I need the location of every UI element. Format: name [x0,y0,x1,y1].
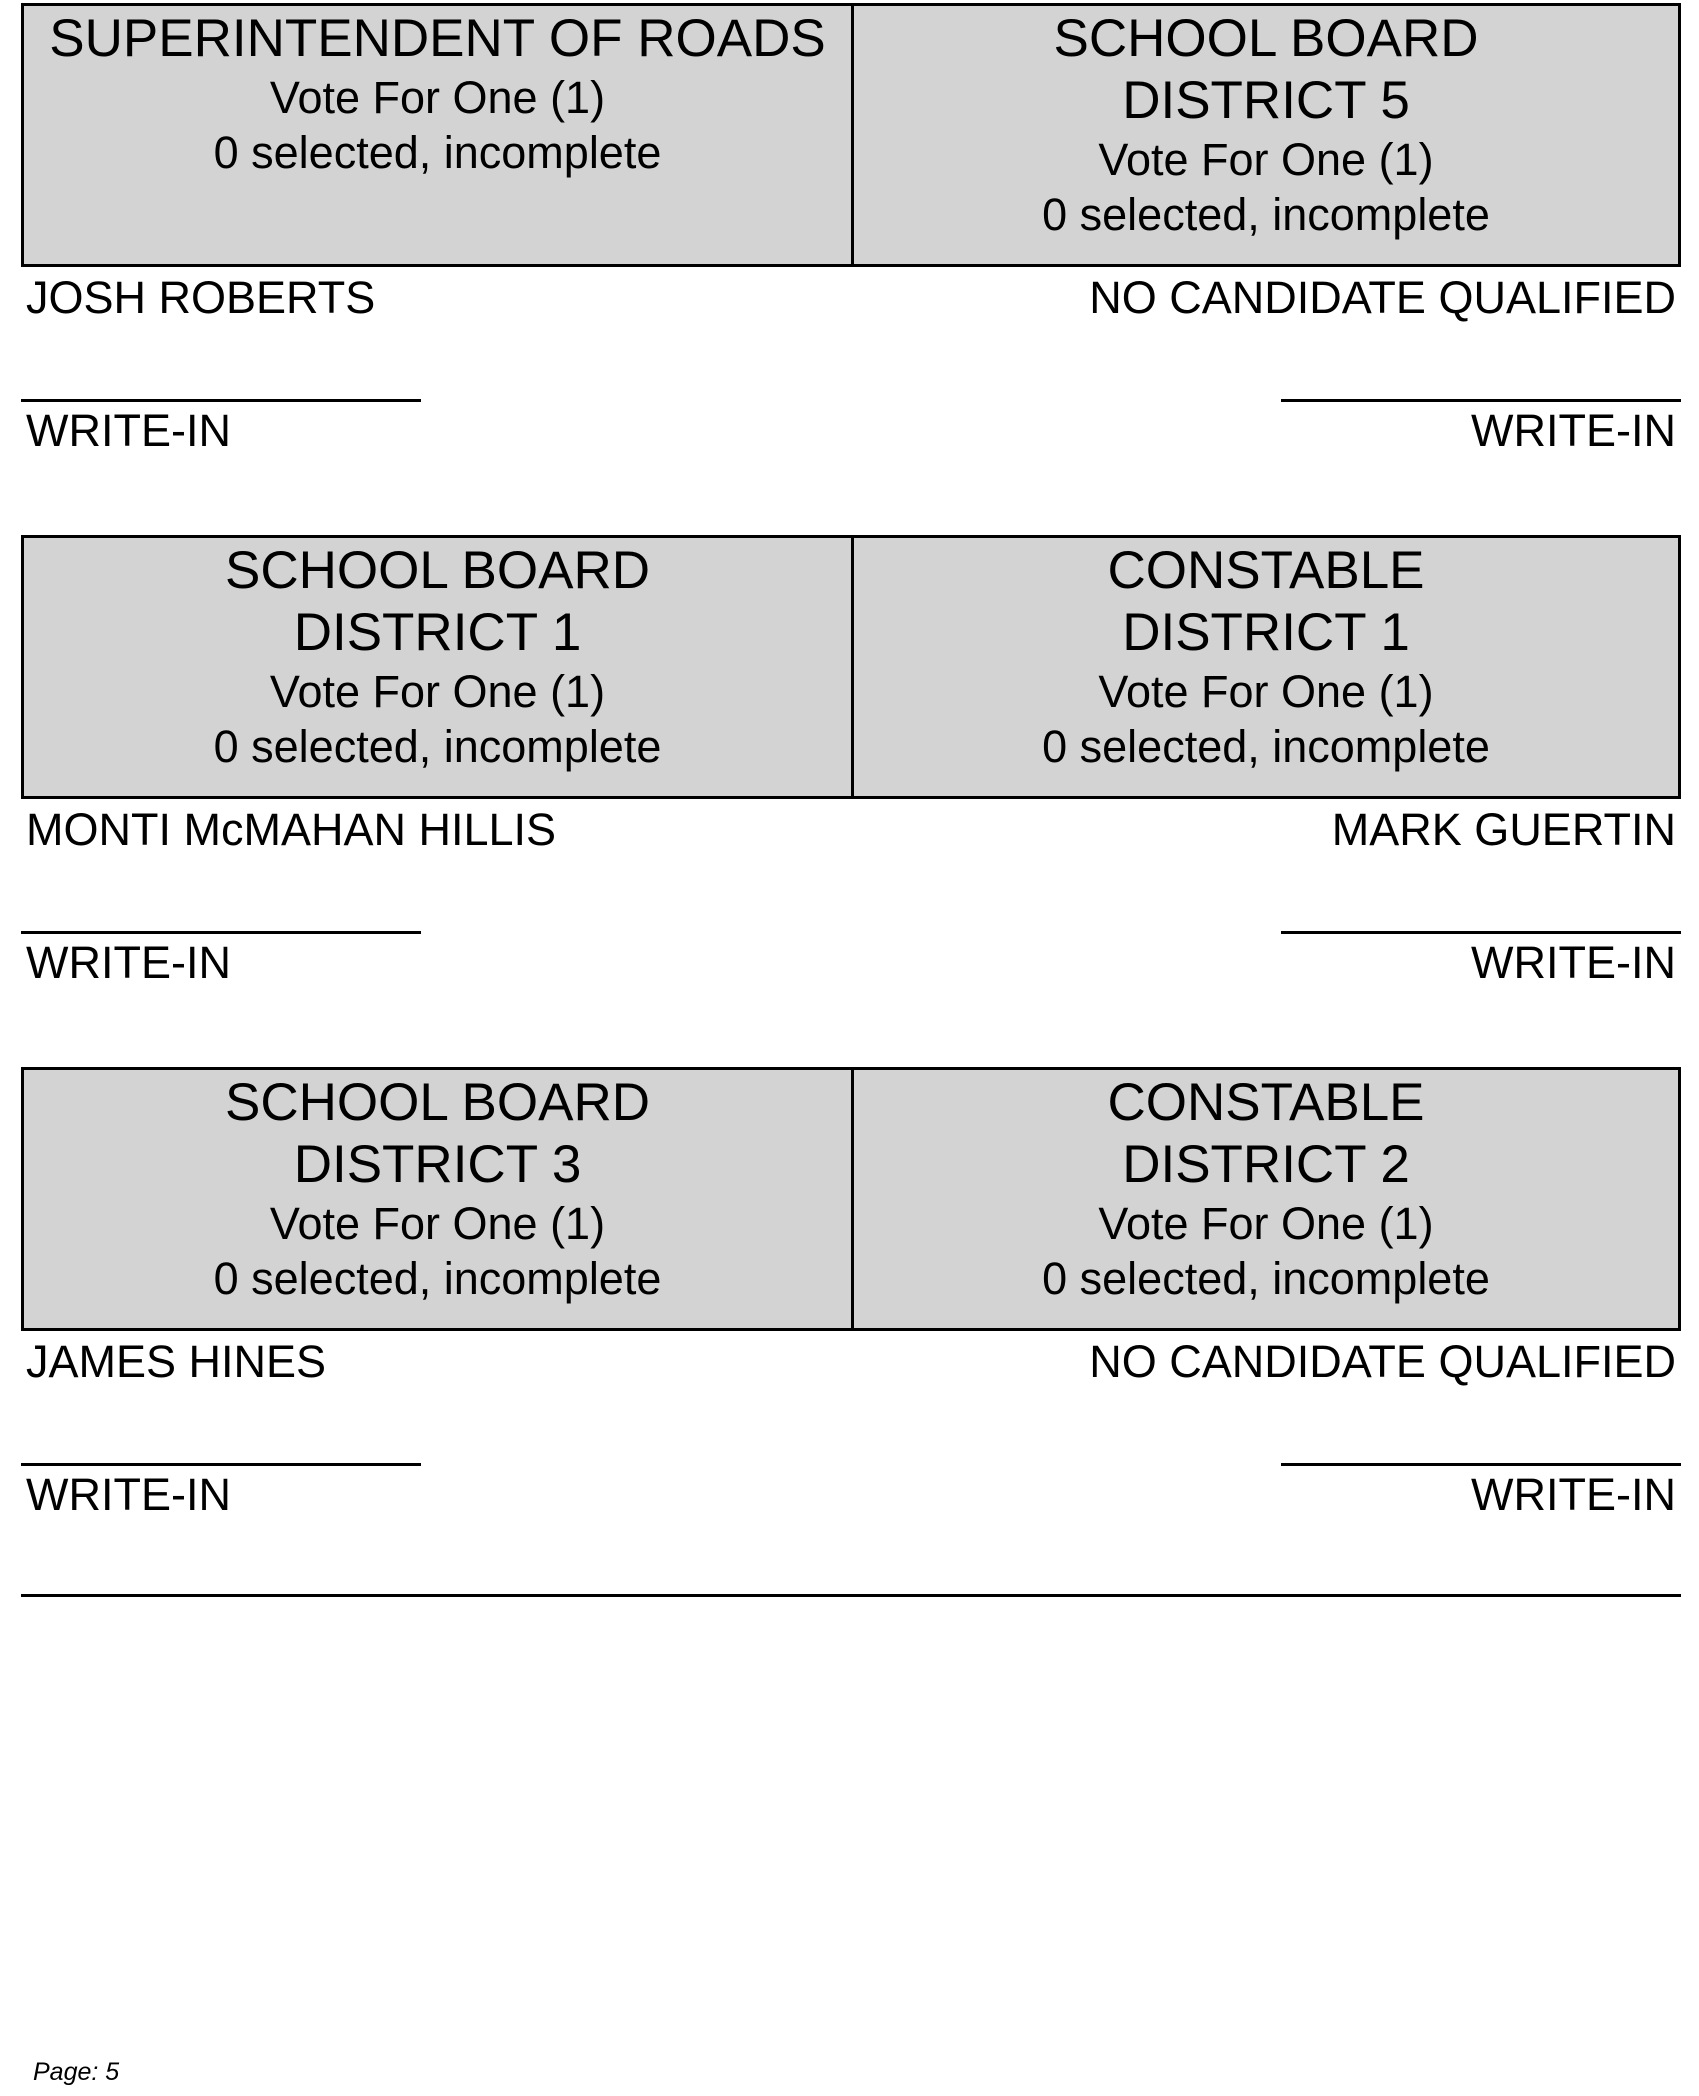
contest-choices-right [851,799,1681,1063]
contest-header-school-board-district-5 [851,6,1678,264]
contest-title: SCHOOL BOARD [224,1073,651,1132]
contest-title-line-2: DISTRICT 3 [293,1135,582,1194]
page-number: Page: 5 [33,2058,120,2086]
write-in-label: WRITE-IN [26,1469,231,1520]
candidate-option[interactable]: NO CANDIDATE QUALIFIED [1089,1336,1676,1387]
write-in-label: WRITE-IN [1471,405,1676,456]
contest-title: SCHOOL BOARD [1053,9,1479,68]
vote-for-instruction: Vote For One (1) [1098,134,1434,185]
contest-entries [21,1331,1681,1595]
vote-for-instruction: Vote For One (1) [1098,666,1434,717]
contest-headers [21,535,1681,799]
candidate-option[interactable]: MONTI McMAHAN HILLIS [26,804,557,855]
contest-choices-left [21,267,851,531]
contest-header-constable-district-1 [851,538,1678,796]
contest-entries [21,799,1681,1063]
vote-for-instruction: Vote For One (1) [269,1198,606,1249]
contest-title: CONSTABLE [1107,541,1425,600]
write-in-label: WRITE-IN [1471,1469,1676,1520]
contest-row-3 [21,1067,1681,1595]
write-in-label: WRITE-IN [26,405,231,456]
candidate-option[interactable]: JOSH ROBERTS [26,272,376,323]
contest-entries [21,267,1681,531]
write-in-field[interactable] [21,1463,421,1466]
contest-headers [21,1067,1681,1331]
write-in-field[interactable] [1281,931,1681,934]
contest-header-school-board-district-1 [24,538,851,796]
contest-title-line-2: DISTRICT 1 [293,603,582,662]
candidate-option[interactable]: NO CANDIDATE QUALIFIED [1089,272,1676,323]
write-in-field[interactable] [1281,399,1681,402]
selection-status: 0 selected, incomplete [213,721,662,772]
contest-row-1 [21,3,1681,531]
write-in-field[interactable] [1281,1463,1681,1466]
write-in-field[interactable] [21,399,421,402]
vote-for-instruction: Vote For One (1) [269,72,606,123]
contest-title: SUPERINTENDENT OF ROADS [49,9,826,68]
contest-title-line-2: DISTRICT 5 [1122,71,1410,130]
contest-choices-right [851,1331,1681,1595]
contest-title-line-2: DISTRICT 2 [1122,1135,1410,1194]
contest-title-line-2: DISTRICT 1 [1122,603,1410,662]
contest-header-school-board-district-3 [24,1070,851,1328]
candidate-option[interactable]: MARK GUERTIN [1331,804,1676,855]
candidate-option[interactable]: JAMES HINES [26,1336,327,1387]
contest-header-superintendent-of-roads [24,6,851,264]
vote-for-instruction: Vote For One (1) [269,666,606,717]
selection-status: 0 selected, incomplete [213,1253,662,1304]
contest-header-constable-district-2 [851,1070,1678,1328]
selection-status: 0 selected, incomplete [1042,1253,1490,1304]
selection-status: 0 selected, incomplete [1042,721,1490,772]
write-in-field[interactable] [21,931,421,934]
write-in-label: WRITE-IN [1471,937,1676,988]
selection-status: 0 selected, incomplete [213,127,662,178]
selection-status: 0 selected, incomplete [1042,189,1490,240]
contest-title: SCHOOL BOARD [224,541,651,600]
contest-title: CONSTABLE [1107,1073,1425,1132]
contest-choices-left [21,1331,851,1595]
section-divider [21,1594,1681,1597]
contest-choices-right [851,267,1681,531]
contest-choices-left [21,799,851,1063]
vote-for-instruction: Vote For One (1) [1098,1198,1434,1249]
contest-row-2 [21,535,1681,1063]
write-in-label: WRITE-IN [26,937,231,988]
contest-headers [21,3,1681,267]
